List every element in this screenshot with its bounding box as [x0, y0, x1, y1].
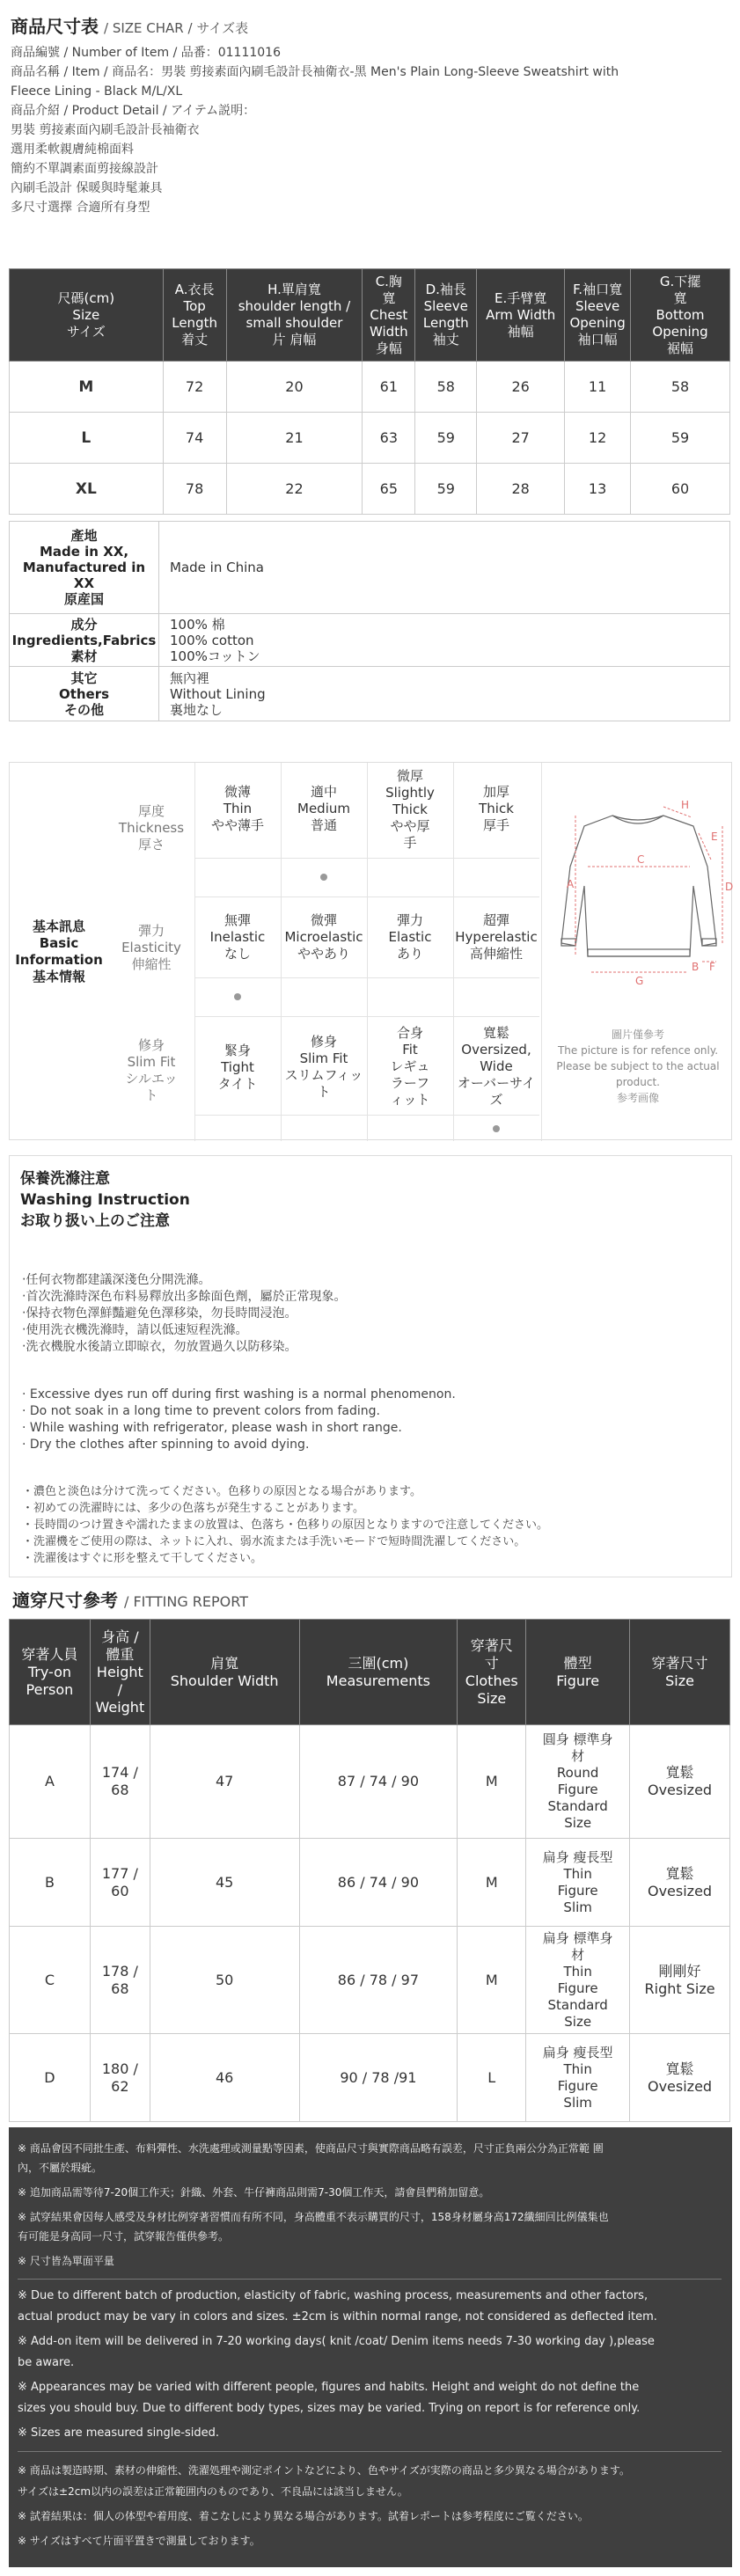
svg-text:B: B — [692, 961, 700, 973]
fabric-row — [10, 614, 730, 667]
fit-header-height-weight: 身高 / 體重 Height / Weight — [90, 1620, 150, 1725]
column-header-shoulder: H.單肩寬 shoulder length / small shoulder 片 肩幅 — [226, 269, 363, 362]
table-cell: 扁身 標準身 材 Thin Figure Standard Size — [526, 1927, 630, 2034]
table-cell: 扁身 瘦長型 Thin Figure Slim — [526, 2034, 630, 2122]
origin-row — [10, 522, 730, 614]
table-cell: 28 — [477, 464, 565, 515]
table-cell: 47 — [150, 1725, 299, 1839]
wash-line: ‧洗衣機脫水後請立即晾衣，勿放置過久以防移染。 — [22, 1340, 297, 1354]
table-cell: 59 — [631, 413, 730, 464]
size-row-m — [10, 362, 730, 413]
info-line: 多尺寸選擇 合適所有身型 — [11, 201, 150, 215]
table-cell: 63 — [363, 413, 415, 464]
table-cell: M — [458, 1725, 526, 1839]
page-title: 商品尺寸表 / SIZE CHAR / サイズ表 — [11, 16, 249, 37]
thickness-label: 厚度 Thickness 厚さ — [118, 803, 185, 853]
sweatshirt-diagram — [541, 763, 733, 1141]
elasticity-option-hyperelastic: 超彈 Hyperelastic 高伸縮性 — [455, 912, 538, 962]
table-cell: A — [10, 1725, 91, 1839]
table-cell: 65 — [363, 464, 415, 515]
svg-text:D: D — [725, 881, 734, 893]
info-line: 商品編號 / Number of Item / 品番：01111016 — [11, 46, 281, 60]
table-cell: 178 / 68 — [90, 1927, 150, 2034]
fit-option-slim: 修身 Slim Fit スリムフィッ ト — [284, 1034, 363, 1100]
table-cell: 58 — [415, 362, 477, 413]
table-cell: 78 — [163, 464, 226, 515]
info-line: 選用柔軟親膚純棉面料 — [11, 143, 134, 157]
table-cell: M — [458, 1839, 526, 1927]
fit-header-clothes-size: 穿著尺 寸 Clothes Size — [458, 1620, 526, 1725]
svg-text:E: E — [711, 831, 718, 843]
fit-header-person: 穿著人員 Try-on Person — [10, 1620, 91, 1725]
table-cell: 180 / 62 — [90, 2034, 150, 2122]
origin-label: 產地 Made in XX, Manufactured in XX 原産国 — [10, 522, 159, 614]
note-line: ※ 追加商品需等待7-20個工作天；針織、外套、牛仔褲商品則需7-30個工作天，請會員們稍加留意。 — [18, 2186, 490, 2199]
table-cell: 174 / 68 — [90, 1725, 150, 1839]
table-cell: 74 — [163, 413, 226, 464]
table-cell: 寬鬆 Ovesized — [630, 1725, 730, 1839]
table-cell: 61 — [363, 362, 415, 413]
table-cell: D — [10, 2034, 91, 2122]
others-row — [10, 667, 730, 721]
table-cell: 22 — [226, 464, 363, 515]
table-cell: 60 — [631, 464, 730, 515]
elasticity-label: 彈力 Elasticity 伸縮性 — [121, 923, 181, 972]
info-line: 商品名稱 / Item / 商品名：男裝 剪接素面內刷毛設計長袖衛衣-黑 Men's Plain Long-Sleeve Sweatshirt with — [11, 65, 619, 79]
table-cell: 72 — [163, 362, 226, 413]
thickness-selected-dot — [320, 874, 327, 881]
table-cell: M — [458, 1927, 526, 2034]
wash-line: ・長時間のつけ置きや濡れたままの放置は、色落ち・色移りの原因となりますので注意してください。 — [22, 1519, 549, 1532]
table-cell: B — [10, 1839, 91, 1927]
elasticity-option-inelastic: 無彈 Inelastic なし — [209, 912, 266, 962]
table-cell: 87 / 74 / 90 — [299, 1725, 458, 1839]
wash-line: ‧保持衣物色澤鮮豔避免色澤移染，勿長時間浸泡。 — [22, 1306, 297, 1321]
fit-selected-dot — [493, 1125, 500, 1132]
wash-line: ・濃色と淡色は分けて洗ってください。色移りの原因となる場合があります。 — [22, 1485, 421, 1498]
note-line: ※ Add-on item will be delivered in 7-20 working days( knit /coat/ Denim items needs 7-30 working day ),please — [18, 2335, 655, 2348]
table-cell: 59 — [415, 413, 477, 464]
note-line: ※ Due to different batch of production, elasticity of fabric, washing process, measurements and other factors, — [18, 2289, 648, 2302]
column-header-chest-width: C.胸 寬 Chest Width 身幅 — [363, 269, 415, 362]
notes-panel — [9, 2127, 732, 2567]
wash-line: ‧使用洗衣機洗滌時，請以低速短程洗滌。 — [22, 1323, 248, 1337]
svg-text:G: G — [635, 975, 644, 987]
column-header-top-length: A.衣長 Top Length 着丈 — [163, 269, 226, 362]
size-label: L — [10, 413, 164, 464]
note-line: 有可能是身高同一尺寸，試穿報告僅供參考。 — [18, 2230, 230, 2243]
wash-line: ・初めての洗濯時には、多少の色落ちが発生することがあります。 — [22, 1502, 364, 1515]
note-line: be aware. — [18, 2356, 75, 2369]
diagram-caption: 圖片僅參考 The picture is for refence only. Please be subject to the actual product. 参考画像 — [556, 1028, 720, 1104]
table-cell: 寬鬆 Ovesized — [630, 2034, 730, 2122]
info-line: 簡約不單調素面剪接線設計 — [11, 162, 158, 176]
size-row-l — [10, 413, 730, 464]
fabric-value: 100% 棉 100% cotton 100%コットン — [159, 614, 730, 667]
table-cell: 27 — [477, 413, 565, 464]
note-line: ※ 尺寸皆為單面平量 — [18, 2255, 114, 2267]
fitting-row-c — [10, 1927, 730, 2034]
table-cell: 12 — [565, 413, 631, 464]
table-cell: 86 / 74 / 90 — [299, 1839, 458, 1927]
product-info — [11, 43, 732, 217]
wash-line: ・洗濯機をご使用の際は、ネットに入れ、弱水流または手洗いモードで短時間洗濯してください。 — [22, 1535, 526, 1548]
column-header-bottom-opening: G.下擺 寬 Bottom Opening 裾幅 — [631, 269, 730, 362]
wash-line: · Excessive dyes run off during first washing is a normal phenomenon. — [22, 1387, 456, 1401]
fitting-row-d — [10, 2034, 730, 2122]
svg-text:H: H — [681, 799, 690, 811]
fit-option-tight: 緊身 Tight タイト — [217, 1043, 258, 1092]
column-header-sleeve-length: D.袖長 Sleeve Length 袖丈 — [415, 269, 477, 362]
table-cell: 58 — [631, 362, 730, 413]
note-line: ※ 試穿結果會因每人感受及身材比例穿著習慣而有所不同，身高體重不表示購買的尺寸，158身材屬身高172纖細回比例儀集也 — [18, 2211, 609, 2223]
wash-line: ・洗濯後はすぐに形を整えて干してください。 — [22, 1552, 263, 1565]
column-header-sleeve-opening: F.袖口寬 Sleeve Opening 袖口幅 — [565, 269, 631, 362]
table-cell: 59 — [415, 464, 477, 515]
svg-text:A: A — [567, 878, 575, 890]
fit-header-figure: 體型 Figure — [526, 1620, 630, 1725]
washing-instruction-panel — [9, 1155, 732, 1577]
note-line: ※ Sizes are measured single-sided. — [18, 2426, 220, 2440]
fit-header-size: 穿著尺寸 Size — [630, 1620, 730, 1725]
table-cell: 50 — [150, 1927, 299, 2034]
wash-line: ‧首次洗滌時深色布料易釋放出多餘面色劑，屬於正常現象。 — [22, 1290, 347, 1304]
fitting-table — [9, 1619, 730, 2122]
others-value: 無內裡 Without Lining 裏地なし — [159, 667, 730, 721]
elasticity-option-elastic: 彈力 Elastic あり — [388, 912, 432, 962]
table-cell: 11 — [565, 362, 631, 413]
info-line: 內刷毛設計 保暖與時髦兼具 — [11, 181, 163, 195]
table-cell: 21 — [226, 413, 363, 464]
table-cell: L — [458, 2034, 526, 2122]
table-cell: 177 / 60 — [90, 1839, 150, 1927]
thickness-option-slightly-thick: 微厚 Slightly Thick やや厚 手 — [385, 768, 435, 851]
svg-text:C: C — [637, 853, 645, 866]
size-column-header: 尺碼(cm) Size サイズ — [10, 269, 164, 362]
table-cell: 圓身 標準身 材 Round Figure Standard Size — [526, 1725, 630, 1839]
table-cell: 90 / 78 /91 — [299, 2034, 458, 2122]
basic-info-panel — [9, 762, 732, 1140]
product-header — [11, 12, 732, 217]
fitting-row-a — [10, 1725, 730, 1839]
fit-header-measurements: 三圍(cm) Measurements — [299, 1620, 458, 1725]
size-label: XL — [10, 464, 164, 515]
fit-label: 修身 Slim Fit シルエッ ト — [125, 1037, 178, 1103]
note-line: ※ 商品會因不同批生產、布料彈性、水洗處理或測量點等因素，使商品尺寸與實際商品略有誤差，尺寸正負兩公分為正常範 圍 — [18, 2142, 604, 2155]
column-header-arm-width: E.手臂寬 Arm Width 袖幅 — [477, 269, 565, 362]
note-line: sizes you should buy. Due to different body types, sizes may be varied. Trying on report is for reference only. — [18, 2402, 641, 2415]
origin-value: Made in China — [159, 522, 730, 614]
material-table — [9, 521, 730, 721]
table-cell: 46 — [150, 2034, 299, 2122]
thickness-option-thick: 加厚 Thick 厚手 — [479, 784, 514, 833]
table-cell: 20 — [226, 362, 363, 413]
thickness-option-thin: 微薄 Thin やや薄手 — [210, 784, 264, 833]
note-line: actual product may be vary in colors and sizes. ±2cm is within normal range, not considered as deflected item. — [18, 2310, 657, 2324]
note-line: ※ 商品は製造時期、素材の伸縮性、洗濯処理や測定ポイントなどにより、色やサイズが実際の商品と多少異なる場合があります。 — [18, 2464, 630, 2477]
note-line: サイズは±2cm以内の誤差は正常範囲内のものであり、不良品には該当しません。 — [18, 2485, 408, 2498]
note-line: ※ 試着結果は：個人の体型や着用度、着こなしにより異なる場合があります。試着レポートは参考程度にご覧ください。 — [18, 2510, 589, 2522]
table-cell: 86 / 78 / 97 — [299, 1927, 458, 2034]
info-line: 商品介紹 / Product Detail / アイテム説明： — [11, 104, 256, 118]
table-cell: 45 — [150, 1839, 299, 1927]
info-line: 男裝 剪接素面內刷毛設計長袖衛衣 — [11, 123, 200, 137]
fitting-report-title: 適穿尺寸參考 / FITTING REPORT — [12, 1590, 248, 1611]
fit-header-shoulder: 肩寬 Shoulder Width — [150, 1620, 299, 1725]
basic-info-label: 基本訊息 Basic Information 基本情報 — [15, 918, 103, 984]
info-line: Fleece Lining - Black M/L/XL — [11, 84, 183, 99]
note-line: 內，不屬於瑕疵。 — [18, 2162, 103, 2174]
note-line: ※ サイズはすべて片面平置きで測量しております。 — [18, 2535, 260, 2547]
table-cell: 剛剛好 Right Size — [630, 1927, 730, 2034]
size-table — [9, 268, 730, 515]
sweatshirt-outline-icon — [542, 763, 734, 1027]
table-cell: 26 — [477, 362, 565, 413]
thickness-option-medium: 適中 Medium 普通 — [297, 784, 350, 833]
fitting-row-b — [10, 1839, 730, 1927]
washing-title: 保養洗滌注意 Washing Instruction お取り扱い上のご注意 — [20, 1170, 190, 1230]
svg-text:F: F — [709, 961, 715, 973]
wash-line: · Dry the clothes after spinning to avoid dying. — [22, 1438, 310, 1452]
table-cell: 扁身 瘦長型 Thin Figure Slim — [526, 1839, 630, 1927]
fit-option-oversized: 寬鬆 Oversized, Wide オーバーサイ ズ — [457, 1025, 536, 1108]
attribute-grid — [108, 763, 539, 1141]
wash-line: ‧任何衣物都建議深淺色分開洗滌。 — [22, 1273, 211, 1287]
fit-option-regular: 合身 Fit レギュ ラーフ ィット — [390, 1025, 430, 1108]
table-cell: 寬鬆 Ovesized — [630, 1839, 730, 1927]
size-label: M — [10, 362, 164, 413]
fabric-label: 成分 Ingredients,Fabrics 素材 — [10, 614, 159, 667]
wash-line: · While washing with refrigerator, please wash in short range. — [22, 1421, 402, 1435]
elasticity-option-microelastic: 微彈 Microelastic ややあり — [284, 912, 363, 962]
others-label: 其它 Others その他 — [10, 667, 159, 721]
table-cell: C — [10, 1927, 91, 2034]
note-line: ※ Appearances may be varied with different people, figures and habits. Height and weight do not define the — [18, 2381, 640, 2394]
table-cell: 13 — [565, 464, 631, 515]
elasticity-selected-dot — [234, 993, 241, 1000]
wash-line: · Do not soak in a long time to prevent colors from fading. — [22, 1404, 380, 1418]
size-row-xl — [10, 464, 730, 515]
